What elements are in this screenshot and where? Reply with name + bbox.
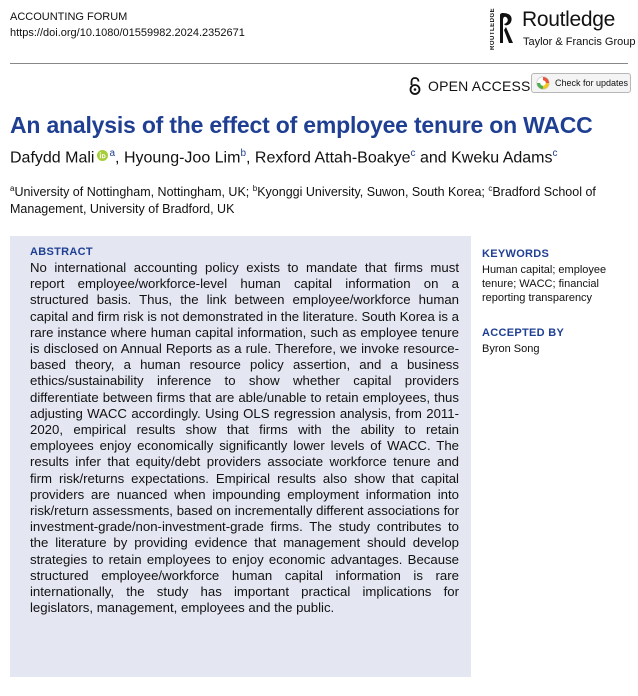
sidebar (482, 248, 632, 356)
accepted-by-heading: ACCEPTED BY (482, 327, 565, 339)
affiliation-sup: b (252, 184, 258, 193)
open-access-label: OPEN ACCESS (428, 78, 531, 94)
affiliation-text: Kyonggi University, Suwon, South Korea; (257, 185, 489, 200)
check-for-updates-label: Check for updates (555, 78, 629, 88)
affiliations (10, 180, 630, 218)
publisher-group: Taylor & Francis Group (523, 36, 636, 48)
publisher-logo (487, 7, 637, 51)
author-name[interactable]: Rexford Attah-Boakye (254, 149, 411, 167)
author-list (10, 148, 558, 167)
affiliation-text: Bradford School of Management, University of Bradford, UK (10, 185, 596, 217)
header-divider (10, 63, 628, 64)
check-updates-icon (536, 76, 550, 90)
keywords-heading: KEYWORDS (482, 248, 550, 260)
check-for-updates-button[interactable] (531, 73, 631, 93)
affiliation-marker[interactable]: c (552, 148, 558, 159)
abstract-box (10, 236, 471, 677)
keywords-text: Human capital; employee tenure; WACC; financial reporting transparency (482, 264, 607, 304)
affiliation-sup: a (10, 184, 15, 193)
publisher-name: Routledge (522, 8, 616, 31)
author-name[interactable]: Kweku Adams (451, 149, 553, 167)
open-lock-icon (407, 77, 423, 95)
author-separator: and (415, 149, 452, 167)
affiliation-sup: c (488, 184, 493, 193)
article-title: An analysis of the effect of employee tenure on WACC (10, 112, 593, 138)
publisher-spine-text: ROUTLEDGE (490, 7, 496, 51)
author-separator: , (115, 149, 124, 167)
journal-info (10, 9, 245, 41)
affiliation-text: University of Nottingham, Nottingham, UK; (14, 185, 253, 200)
affiliation-marker[interactable]: c (410, 148, 416, 159)
open-access-badge (407, 74, 531, 98)
author-separator: , (246, 149, 255, 167)
author-name[interactable]: Dafydd Mali (10, 149, 95, 167)
routledge-mark-icon (499, 11, 515, 45)
orcid-icon[interactable] (97, 150, 108, 161)
affiliation-marker[interactable]: a (109, 148, 116, 159)
doi-link[interactable]: https://doi.org/10.1080/01559982.2024.2352671 (10, 27, 245, 39)
journal-name: ACCOUNTING FORUM (10, 11, 128, 23)
author-name[interactable]: Hyoung-Joo Lim (123, 149, 241, 167)
affiliation-marker[interactable]: b (240, 148, 246, 159)
abstract-heading: ABSTRACT (30, 246, 93, 258)
abstract-text: No international accounting policy exists to mandate that firms must report employee/workforce-level human capital information on a structured basis. Thus, the link between employee/workforce human capital and firm risk is not demonstrated in the literature. South Korea is a rare instance where human capital information, such as employee tenure is disclosed on Annual Reports as a rule. Therefore, we invoke resource-based theory, a human resource policy assertion, and a business ethics/sustainability inference to show whether capital providers differentiate between firms that are able/unable to retain employees, thus adjusting WACC accordingly. Using OLS regression analysis, from 2011-2020, empirical results show that firms with the ability to retain employees enjoy economically significantly lower levels of WACC. The results infer that equity/debt providers associate workforce tenure and firm risk/returns expectations. Empirical results also show that capital providers are nuanced when impounding employment information into risk/return assessments, based on incrementally different associations for investment-grade/non-investment-grade firms. The study contributes to the literature by providing evidence that management should develop strategies to retain employees to enjoy economic advantages. Because structured employee/workforce human capital information is rare internationally, the study has important practical implications for legislators, management, employees and the public. (30, 260, 459, 616)
accepted-by-name: Byron Song (482, 343, 540, 355)
accepted-by-block (482, 327, 632, 356)
